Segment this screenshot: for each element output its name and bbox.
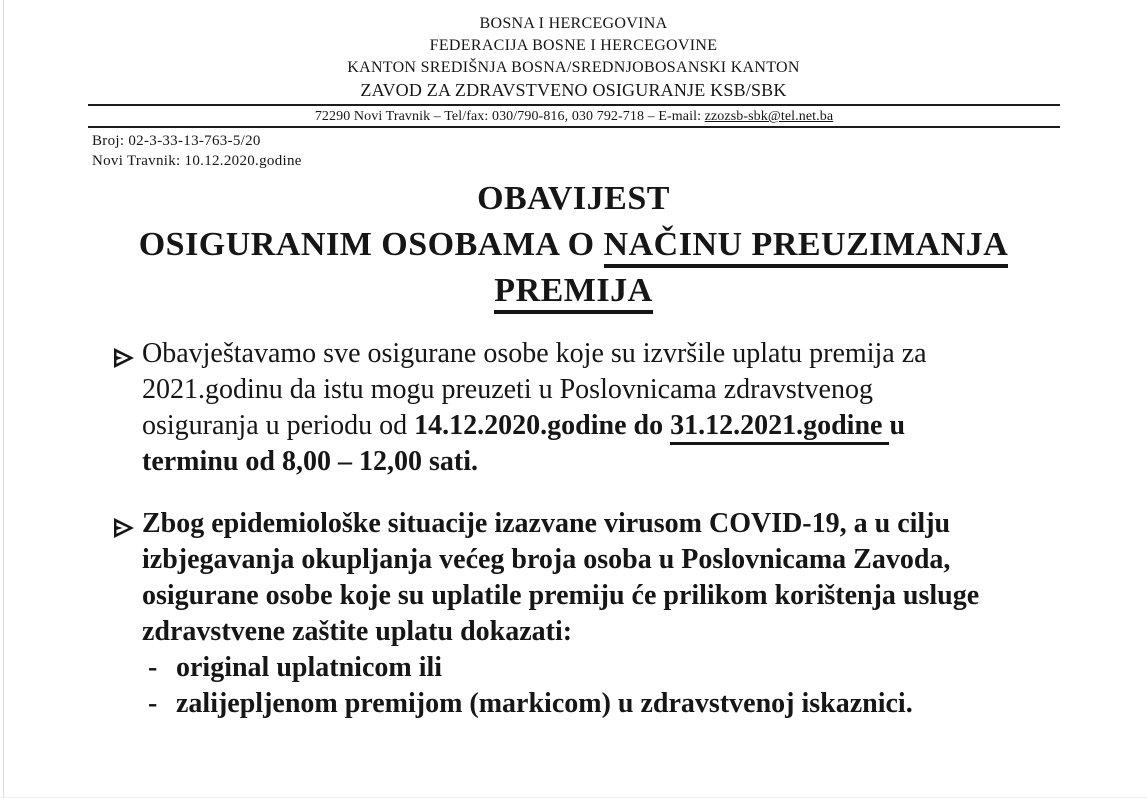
notice2-line1: Zbog epidemiološke situacije izazvane virusom COVID-19, a u cilju [142, 508, 951, 539]
notice1-line4: terminu od 8,00 – 12,00 sati. [142, 446, 478, 477]
dash-item-1-text: original uplatnicom ili [176, 652, 443, 683]
contact-info: 72290 Novi Travnik – Tel/fax: 030/790-816, 030 792-718 – E-mail: [314, 109, 705, 124]
notice2-line3: osigurane osobe koje su uplatile premiju će prilikom korištenja usluge [142, 580, 980, 611]
dash-marker: - [148, 652, 158, 683]
place-and-date: Novi Travnik: 10.12.2020.godine [92, 153, 302, 169]
title-line-2 [0, 222, 1147, 268]
notice2-line4: zdravstvene zaštite uplatu dokazati: [142, 616, 573, 647]
notice1-line3-underlined-date: 31.12.2021.godine [670, 410, 889, 445]
notice1-line3-end: u [889, 410, 906, 441]
title-line-3 [0, 268, 1147, 314]
letterhead-institution: ZAVOD ZA ZDRAVSTVENO OSIGURANJE KSB/SBK [360, 80, 787, 100]
arrowhead-bullet-icon [112, 506, 142, 549]
letterhead-federation: FEDERACIJA BOSNE I HERCEGOVINE [429, 37, 718, 54]
notice1-line3-bold: 14.12.2020.godine do [414, 410, 671, 441]
notice1-line1: Obavještavamo sve osigurane osobe koje su izvršile uplatu premija za [142, 338, 927, 369]
title-line-2-plain: OSIGURANIM OSOBAMA O [138, 226, 604, 263]
title-line-3-underlined: PREMIJA [494, 272, 652, 314]
notice-body [112, 336, 1147, 722]
dash-item-1 [148, 650, 1047, 686]
notice-title [0, 176, 1147, 314]
contact-band [88, 104, 1060, 128]
bullet-item-1 [112, 336, 1147, 480]
scan-left-edge-artifact [3, 0, 4, 798]
title-line-1: OBAVIJEST [477, 180, 670, 217]
title-line-2-underlined: NAČINU PREUZIMANJA [604, 226, 1009, 268]
bullet-2-text [142, 506, 1047, 722]
document-meta [92, 131, 1147, 171]
contact-email: zzozsb-sbk@tel.net.ba [704, 109, 834, 124]
notice2-line2: izbjegavanja okupljanja većeg broja osoba u Poslovnicama Zavoda, [142, 544, 951, 575]
notice1-line3-normal: osiguranja u periodu od [142, 410, 415, 441]
letterhead [0, 0, 1147, 101]
letterhead-canton: KANTON SREDIŠNJA BOSNA/SREDNJOBOSANSKI KANTON [347, 59, 800, 76]
arrowhead-bullet-icon [112, 336, 142, 379]
dash-item-2 [148, 686, 1047, 722]
letterhead-country: BOSNA I HERCEGOVINA [479, 15, 668, 32]
notice1-line2: 2021.godinu da istu mogu preuzeti u Poslovnicama zdravstvenog [142, 374, 873, 405]
bullet-1-text [142, 336, 1047, 480]
dash-item-2-text: zalijepljenom premijom (markicom) u zdravstvenoj iskaznici. [176, 688, 913, 719]
reference-number: Broj: 02-3-33-13-763-5/20 [92, 133, 261, 149]
bullet-item-2 [112, 506, 1147, 722]
dash-marker: - [148, 688, 158, 719]
